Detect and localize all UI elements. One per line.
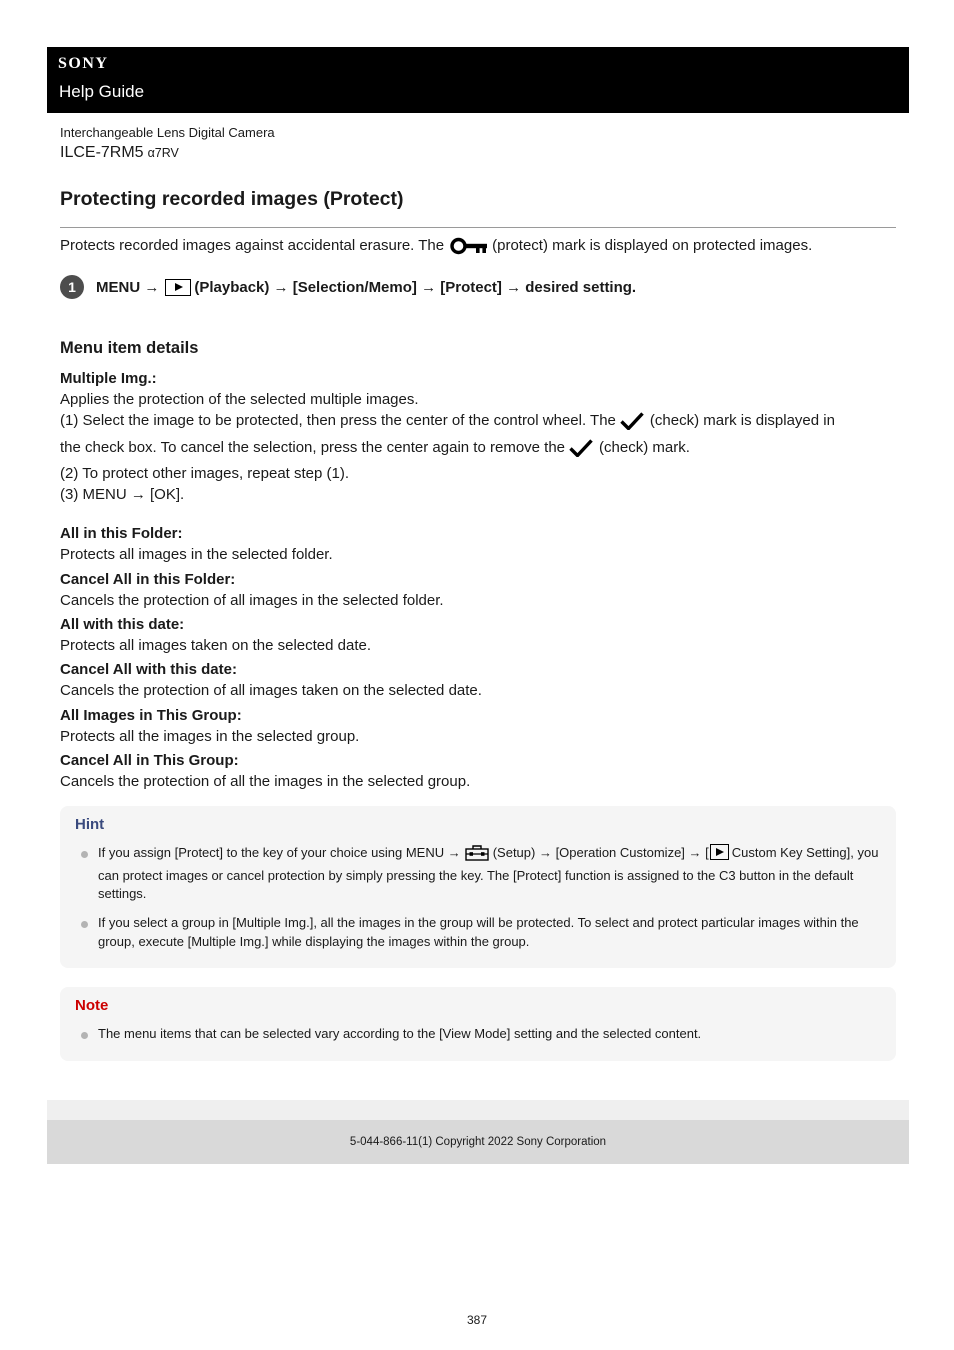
sony-logo: SONY [58, 55, 109, 72]
intro-text-before: Protects recorded images against accidental erasure. The [60, 237, 445, 254]
menu-item-details-heading: Menu item details [60, 339, 199, 357]
desc-multiple-img-line2: (1) Select the image to be protected, then press the center of the control wheel. The (check) mark is displayed in [60, 410, 896, 436]
note-bullet-1: The menu items that can be selected vary according to the [View Mode] setting and the selected content. [98, 1025, 880, 1044]
note-title: Note [75, 997, 109, 1014]
term-cancel-all-with-date: Cancel All with this date: [60, 661, 237, 679]
hint-title: Hint [75, 816, 105, 833]
title-divider [60, 227, 896, 228]
desc-multiple-img-line5: (3) MENU → [OK]. [60, 486, 185, 504]
playback-icon [710, 844, 729, 860]
desc-cancel-all-in-group: Cancels the protection of all the images in the selected group. [60, 772, 471, 790]
desc-cancel-all-with-date: Cancels the protection of all images taken on the selected date. [60, 682, 482, 700]
note-box [60, 987, 896, 1061]
desc-multiple-img-line3: the check box. To cancel the selection, press the center again to remove the (check) mark. [60, 437, 896, 463]
step-1 [60, 275, 636, 299]
product-type: Interchangeable Lens Digital Camera [60, 125, 275, 140]
term-all-images-in-group: All Images in This Group: [60, 706, 242, 724]
hint-box [60, 806, 896, 968]
term-cancel-all-in-group: Cancel All in This Group: [60, 751, 239, 769]
step-instruction: (Playback) → [Selection/Memo] → [Protect] → desired setting. [194, 278, 637, 296]
model-alt-name: α7RV [147, 146, 179, 160]
page-title: Protecting recorded images (Protect) [60, 188, 404, 210]
model-name [60, 144, 179, 162]
desc-multiple-img-line4: (2) To protect other images, repeat step (1). [60, 464, 350, 482]
step-menu-label: MENU → [96, 278, 160, 296]
term-all-with-date: All with this date: [60, 616, 185, 634]
desc-all-with-date: Protects all images taken on the selected date. [60, 637, 372, 655]
model-code: ILCE-7RM5 [60, 144, 144, 161]
playback-icon [165, 279, 191, 296]
term-cancel-all-in-folder: Cancel All in this Folder: [60, 570, 236, 588]
check-icon [620, 412, 644, 436]
intro-text-after: (protect) mark is displayed on protected images. [492, 237, 813, 254]
desc-all-images-in-group: Protects all the images in the selected group. [60, 727, 360, 745]
setup-toolbox-icon [465, 844, 489, 867]
desc-cancel-all-in-folder: Cancels the protection of all images in the selected folder. [60, 591, 444, 609]
term-all-in-folder: All in this Folder: [60, 525, 183, 543]
footer-top-band [47, 1100, 909, 1120]
step-number-badge: 1 [60, 275, 84, 299]
term-multiple-img: Multiple Img.: [60, 370, 157, 387]
page-number: 387 [466, 1313, 488, 1327]
footer-copyright: 5-044-866-11(1) Copyright 2022 Sony Corporation [47, 1120, 909, 1164]
header-bar [47, 47, 909, 113]
hint-bullet-2: If you select a group in [Multiple Img.], all the images in the group will be protected. To select and protect particular images within the group, execute [Multiple Img.] while displaying the images within the group. [98, 914, 880, 951]
desc-multiple-img-line1: Applies the protection of the selected multiple images. [60, 391, 419, 408]
protect-key-icon [450, 237, 488, 261]
hint-bullet-1: If you assign [Protect] to the key of your choice using MENU → (Setup) → [Operation Customize] → [ Custom Key Setting], you can protect images or cancel protection by simply pressing the key. The [Protect] function is assigned to the C3 button in the default settings. [98, 844, 880, 904]
menu-item-details [60, 369, 896, 792]
check-icon [569, 439, 593, 463]
intro-text [60, 236, 812, 261]
help-guide-label[interactable]: Help Guide [59, 82, 145, 101]
desc-all-in-folder: Protects all images in the selected folder. [60, 546, 333, 564]
